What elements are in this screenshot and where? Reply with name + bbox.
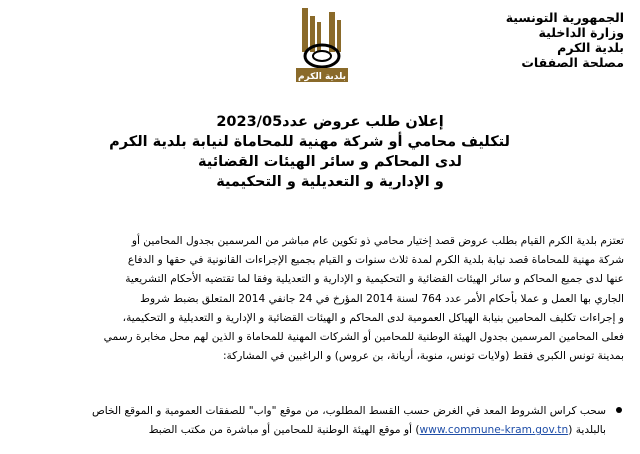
bullet-line-2-after: ) أو موقع الهيئة الوطنية للمحامين أو مباشرة من مكتب الضبط	[148, 424, 420, 437]
announcement-title	[109, 112, 510, 192]
bullet-dot-icon	[616, 407, 622, 413]
municipality-website-link[interactable]: www.commune-kram.gov.tn	[419, 424, 569, 437]
bullet-line-2	[16, 421, 624, 440]
body-line-4: الجاري بها العمل و عملا بأحكام الأمر عدد 764 لسنة 2014 المؤرخ في 24 جانفي 2014 المتعلق بضبط شروط	[140, 292, 624, 305]
bullet-line-2-before: بالبلدية (	[568, 424, 606, 437]
header-republic: الجمهورية التونسية	[505, 10, 624, 25]
logo-caption: بلدية الكرم	[297, 72, 347, 82]
bullet-line-1: سحب كراس الشروط المعد في الغرض حسب القسط المطلوب، من موقع "واب" للصفقات العمومية و الموقع الخاص	[92, 405, 606, 417]
header-ministry: وزارة الداخلية	[538, 25, 624, 40]
title-line-2: لتكليف محامي أو شركة مهنية للمحاماة لنيابة بلدية الكرم	[109, 134, 510, 150]
title-line-3: لدى المحاكم و سائر الهيئات القضائية	[198, 154, 462, 170]
municipality-logo	[282, 6, 362, 86]
title-line-4: و الإدارية و التعديلية و التحكيمية	[216, 174, 444, 190]
bullet-item	[16, 402, 624, 440]
issuer-header	[474, 10, 624, 70]
body-line-7: بمدينة تونس الكبرى فقط (ولايات تونس، منوبة، أريانة، بن عروس) و الراغبين في المشاركة:	[222, 350, 624, 363]
title-line-1: إعلان طلب عروض عدد2023/05	[216, 114, 444, 130]
body-line-1: تعتزم بلدية الكرم القيام بطلب عروض قصد إختيار محامي ذو تكوين عام مباشر من المرسمين بجدول المحامين أو	[131, 235, 624, 247]
body-line-5: و إجراءات تكليف المحامين بنيابة الهياكل العمومية لدى المحاكم و الهيئات القضائية و الإدارية و التعديلية و التحكيمية،	[122, 311, 624, 324]
body-line-2: شركة مهنية للمحاماة قصد نيابة بلدية الكرم لمدة ثلاث سنوات و القيام بجميع الإجراءات القانونية في حقها و الدفاع	[127, 254, 624, 267]
header-municipality: بلدية الكرم	[557, 40, 624, 55]
header-department: مصلحة الصفقات	[521, 55, 624, 70]
announcement-body	[16, 232, 624, 366]
body-line-6: فعلى المحامين المرسمين بجدول الهيئة الوطنية للمحامين أو الشركات المهنية للمحاماة و الذين لهم محل مخابرة رسمي	[103, 331, 624, 344]
body-line-3: عنها لدى جميع المحاكم و سائر الهيئات القضائية و التحكيمية و الإدارية و التعديلية وفقا لما تقتضيه الأحكام التشريعية	[125, 273, 624, 286]
